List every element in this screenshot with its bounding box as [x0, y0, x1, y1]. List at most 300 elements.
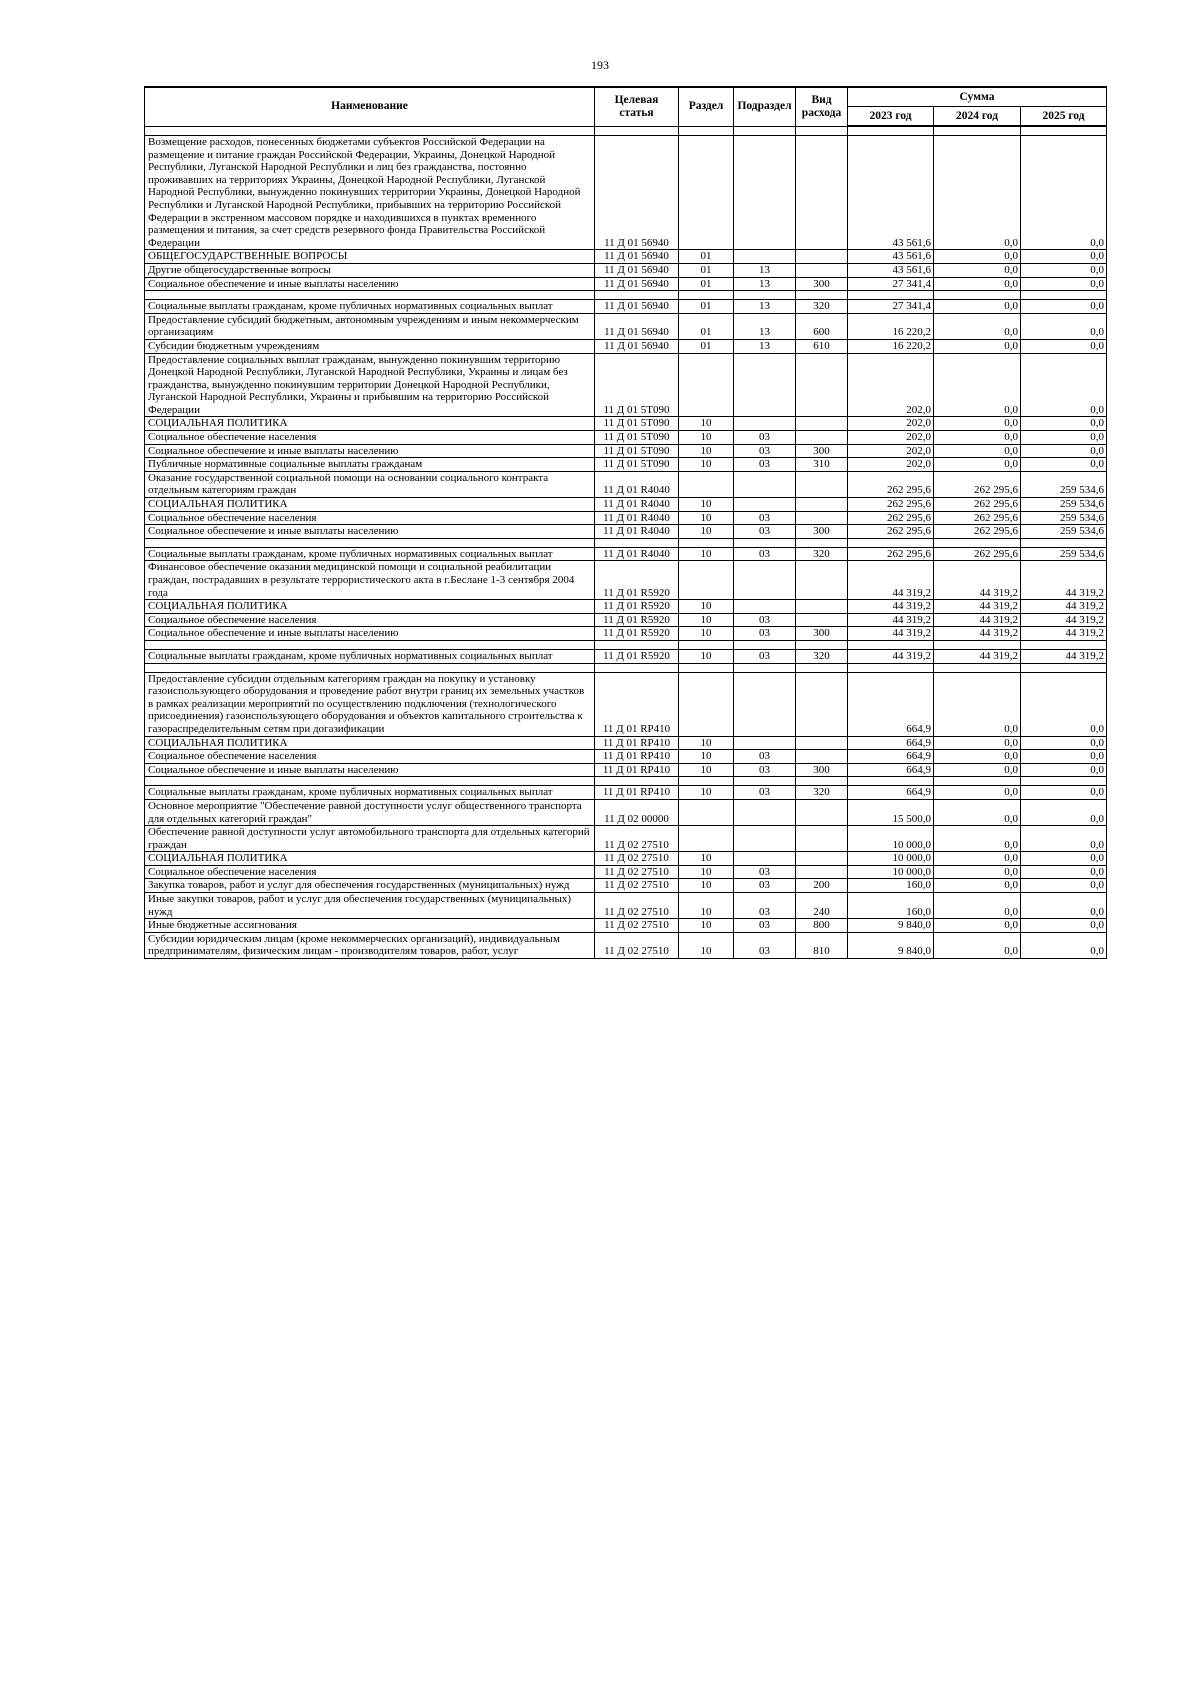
- row-subsection: 03: [734, 431, 796, 445]
- row-sum-2025: 0,0: [1021, 458, 1107, 472]
- table-row: [145, 444, 1107, 458]
- spacer-cell: [679, 291, 734, 300]
- row-name: Социальные выплаты гражданам, кроме публичных нормативных социальных выплат: [145, 649, 595, 663]
- row-sum-2023: 202,0: [848, 353, 934, 417]
- spacer-cell: [848, 640, 934, 649]
- row-section: 10: [679, 649, 734, 663]
- row-expense-type: 810: [796, 932, 848, 958]
- header-sum: Сумма: [848, 87, 1107, 107]
- row-name: Возмещение расходов, понесенных бюджетами субъектов Российской Федерации на размещение и питание граждан Российской Федерации, Украины, Донецкой Народной Республики, Луганской Народной Республики и лиц без гражданства, постоянно проживавших на территориях Украины, Донецкой Народной Республики, Луганской Народной Республики, вынужденно покинувших территории Украины, Донецкой Народной Республики и Луганской Народной Республики, прибывших на территорию Российской Федерации в экстренном массовом порядке и находившихся в пунктах временного размещения и питания, за счет средств резервного фонда Правительства Российской Федерации: [145, 136, 595, 250]
- spacer-cell: [145, 538, 595, 547]
- row-sum-2025: 259 534,6: [1021, 498, 1107, 512]
- table-row: [145, 458, 1107, 472]
- row-section: 10: [679, 919, 734, 933]
- row-section: 10: [679, 498, 734, 512]
- row-sum-2024: 0,0: [934, 444, 1021, 458]
- row-sum-2024: 0,0: [934, 919, 1021, 933]
- row-target: 11 Д 01 R5920: [595, 613, 679, 627]
- row-subsection: [734, 353, 796, 417]
- row-expense-type: 300: [796, 627, 848, 641]
- row-subsection: [734, 600, 796, 614]
- spacer-cell: [1021, 538, 1107, 547]
- header-target: Целевая статья: [595, 87, 679, 126]
- table-row: [145, 525, 1107, 539]
- row-expense-type: [796, 561, 848, 600]
- table-row: [145, 799, 1107, 825]
- row-subsection: [734, 136, 796, 250]
- row-section: 01: [679, 277, 734, 291]
- row-sum-2024: 262 295,6: [934, 498, 1021, 512]
- row-sum-2023: 202,0: [848, 431, 934, 445]
- table-row: [145, 471, 1107, 497]
- row-name: Социальное обеспечение населения: [145, 750, 595, 764]
- spacer-cell: [934, 777, 1021, 786]
- table-row: [145, 431, 1107, 445]
- row-section: 10: [679, 750, 734, 764]
- spacer-cell: [848, 126, 934, 136]
- row-name: ОБЩЕГОСУДАРСТВЕННЫЕ ВОПРОСЫ: [145, 250, 595, 264]
- row-sum-2023: 10 000,0: [848, 826, 934, 852]
- row-section: 10: [679, 852, 734, 866]
- spacer-cell: [934, 291, 1021, 300]
- row-sum-2025: 0,0: [1021, 865, 1107, 879]
- spacer-cell: [1021, 663, 1107, 672]
- spacer-cell: [595, 538, 679, 547]
- row-subsection: [734, 852, 796, 866]
- row-expense-type: [796, 353, 848, 417]
- table-row: [145, 852, 1107, 866]
- row-sum-2024: 44 319,2: [934, 613, 1021, 627]
- row-sum-2023: 664,9: [848, 750, 934, 764]
- row-sum-2024: 0,0: [934, 417, 1021, 431]
- row-sum-2023: 16 220,2: [848, 313, 934, 339]
- row-sum-2023: 664,9: [848, 736, 934, 750]
- row-target: 11 Д 02 27510: [595, 852, 679, 866]
- row-subsection: 03: [734, 865, 796, 879]
- row-section: 10: [679, 613, 734, 627]
- spacer-cell: [595, 126, 679, 136]
- row-sum-2024: 44 319,2: [934, 561, 1021, 600]
- row-sum-2023: 43 561,6: [848, 263, 934, 277]
- row-sum-2023: 202,0: [848, 444, 934, 458]
- row-sum-2023: 44 319,2: [848, 613, 934, 627]
- row-section: 10: [679, 547, 734, 561]
- row-sum-2024: 0,0: [934, 250, 1021, 264]
- row-sum-2024: 262 295,6: [934, 525, 1021, 539]
- spacer-cell: [734, 126, 796, 136]
- row-subsection: 03: [734, 879, 796, 893]
- row-sum-2025: 44 319,2: [1021, 649, 1107, 663]
- row-section: [679, 136, 734, 250]
- row-expense-type: 320: [796, 547, 848, 561]
- row-sum-2023: 262 295,6: [848, 525, 934, 539]
- row-subsection: 13: [734, 263, 796, 277]
- row-sum-2024: 44 319,2: [934, 600, 1021, 614]
- row-sum-2023: 262 295,6: [848, 498, 934, 512]
- row-expense-type: 300: [796, 277, 848, 291]
- row-name: Другие общегосударственные вопросы: [145, 263, 595, 277]
- row-sum-2023: 27 341,4: [848, 277, 934, 291]
- row-expense-type: 300: [796, 763, 848, 777]
- row-sum-2024: 0,0: [934, 879, 1021, 893]
- row-sum-2023: 202,0: [848, 458, 934, 472]
- row-sum-2025: 44 319,2: [1021, 561, 1107, 600]
- row-sum-2025: 0,0: [1021, 672, 1107, 736]
- row-expense-type: [796, 799, 848, 825]
- table-row: [145, 613, 1107, 627]
- spacer-cell: [595, 291, 679, 300]
- row-expense-type: [796, 865, 848, 879]
- table-row: [145, 339, 1107, 353]
- row-target: 11 Д 02 27510: [595, 932, 679, 958]
- row-target: 11 Д 01 R4040: [595, 547, 679, 561]
- row-subsection: 13: [734, 339, 796, 353]
- row-name: СОЦИАЛЬНАЯ ПОЛИТИКА: [145, 852, 595, 866]
- row-spacer: [145, 126, 1107, 136]
- row-spacer: [145, 777, 1107, 786]
- row-subsection: 03: [734, 649, 796, 663]
- spacer-cell: [848, 538, 934, 547]
- row-expense-type: [796, 431, 848, 445]
- row-target: 11 Д 01 56940: [595, 339, 679, 353]
- row-section: 10: [679, 431, 734, 445]
- row-sum-2023: 160,0: [848, 893, 934, 919]
- row-sum-2024: 0,0: [934, 865, 1021, 879]
- row-expense-type: [796, 498, 848, 512]
- row-target: 11 Д 01 RP410: [595, 750, 679, 764]
- row-sum-2023: 44 319,2: [848, 649, 934, 663]
- row-name: Иные бюджетные ассигнования: [145, 919, 595, 933]
- spacer-cell: [734, 291, 796, 300]
- row-expense-type: 320: [796, 649, 848, 663]
- row-target: 11 Д 01 56940: [595, 250, 679, 264]
- row-target: 11 Д 01 R4040: [595, 525, 679, 539]
- row-target: 11 Д 01 56940: [595, 313, 679, 339]
- row-subsection: 03: [734, 750, 796, 764]
- row-sum-2025: 259 534,6: [1021, 547, 1107, 561]
- row-section: 10: [679, 736, 734, 750]
- spacer-cell: [145, 126, 595, 136]
- row-expense-type: [796, 736, 848, 750]
- spacer-cell: [145, 640, 595, 649]
- row-section: [679, 353, 734, 417]
- row-section: 01: [679, 300, 734, 314]
- row-sum-2025: 0,0: [1021, 300, 1107, 314]
- row-sum-2023: 10 000,0: [848, 852, 934, 866]
- row-section: 10: [679, 932, 734, 958]
- row-sum-2025: 0,0: [1021, 136, 1107, 250]
- row-expense-type: 310: [796, 458, 848, 472]
- row-spacer: [145, 663, 1107, 672]
- row-sum-2025: 259 534,6: [1021, 511, 1107, 525]
- row-target: 11 Д 01 5Т090: [595, 458, 679, 472]
- row-section: 01: [679, 263, 734, 277]
- row-name: Социальные выплаты гражданам, кроме публичных нормативных социальных выплат: [145, 786, 595, 800]
- row-expense-type: [796, 750, 848, 764]
- row-target: 11 Д 02 27510: [595, 879, 679, 893]
- row-name: СОЦИАЛЬНАЯ ПОЛИТИКА: [145, 498, 595, 512]
- row-sum-2024: 262 295,6: [934, 471, 1021, 497]
- row-expense-type: [796, 250, 848, 264]
- row-name: Предоставление субсидий бюджетным, автономным учреждениям и иным некоммерческим организациям: [145, 313, 595, 339]
- row-target: 11 Д 02 27510: [595, 826, 679, 852]
- spacer-cell: [734, 538, 796, 547]
- row-sum-2024: 0,0: [934, 932, 1021, 958]
- row-target: 11 Д 01 R5920: [595, 627, 679, 641]
- row-name: Социальное обеспечение населения: [145, 511, 595, 525]
- spacer-cell: [679, 663, 734, 672]
- row-sum-2025: 0,0: [1021, 353, 1107, 417]
- table-row: [145, 786, 1107, 800]
- row-sum-2025: 0,0: [1021, 932, 1107, 958]
- row-target: 11 Д 01 RP410: [595, 763, 679, 777]
- row-expense-type: 240: [796, 893, 848, 919]
- row-sum-2024: 0,0: [934, 826, 1021, 852]
- spacer-cell: [1021, 640, 1107, 649]
- row-subsection: 03: [734, 932, 796, 958]
- table-row: [145, 826, 1107, 852]
- row-subsection: [734, 799, 796, 825]
- spacer-cell: [848, 777, 934, 786]
- row-sum-2023: 262 295,6: [848, 511, 934, 525]
- table-row: [145, 263, 1107, 277]
- row-expense-type: [796, 417, 848, 431]
- table-row: [145, 750, 1107, 764]
- row-sum-2023: 262 295,6: [848, 547, 934, 561]
- row-section: [679, 672, 734, 736]
- row-subsection: 03: [734, 547, 796, 561]
- spacer-cell: [734, 663, 796, 672]
- spacer-cell: [934, 538, 1021, 547]
- row-section: 10: [679, 786, 734, 800]
- spacer-cell: [679, 777, 734, 786]
- row-sum-2025: 0,0: [1021, 852, 1107, 866]
- row-sum-2023: 664,9: [848, 786, 934, 800]
- row-name: Социальное обеспечение населения: [145, 613, 595, 627]
- row-expense-type: [796, 826, 848, 852]
- row-sum-2024: 0,0: [934, 353, 1021, 417]
- row-sum-2024: 0,0: [934, 313, 1021, 339]
- row-target: 11 Д 01 R5920: [595, 561, 679, 600]
- row-target: 11 Д 01 RP410: [595, 736, 679, 750]
- row-sum-2025: 0,0: [1021, 313, 1107, 339]
- row-section: 10: [679, 417, 734, 431]
- row-section: 10: [679, 865, 734, 879]
- spacer-cell: [934, 640, 1021, 649]
- spacer-cell: [145, 663, 595, 672]
- spacer-cell: [595, 640, 679, 649]
- row-subsection: 13: [734, 300, 796, 314]
- spacer-cell: [679, 538, 734, 547]
- row-sum-2025: 0,0: [1021, 277, 1107, 291]
- spacer-cell: [1021, 126, 1107, 136]
- row-target: 11 Д 01 R5920: [595, 649, 679, 663]
- row-target: 11 Д 01 R4040: [595, 498, 679, 512]
- page-number: 193: [591, 58, 609, 72]
- row-subsection: 13: [734, 277, 796, 291]
- row-spacer: [145, 640, 1107, 649]
- row-expense-type: 320: [796, 786, 848, 800]
- row-sum-2023: 15 500,0: [848, 799, 934, 825]
- table-row: [145, 250, 1107, 264]
- row-section: [679, 471, 734, 497]
- row-section: 10: [679, 525, 734, 539]
- row-sum-2023: 27 341,4: [848, 300, 934, 314]
- row-target: 11 Д 01 5Т090: [595, 444, 679, 458]
- row-target: 11 Д 02 27510: [595, 893, 679, 919]
- row-target: 11 Д 01 5Т090: [595, 353, 679, 417]
- row-sum-2025: 44 319,2: [1021, 600, 1107, 614]
- row-sum-2024: 0,0: [934, 736, 1021, 750]
- row-expense-type: [796, 263, 848, 277]
- table-row: [145, 511, 1107, 525]
- row-name: Оказание государственной социальной помощи на основании социального контракта отдельным категориям граждан: [145, 471, 595, 497]
- table-row: [145, 498, 1107, 512]
- table-row: [145, 600, 1107, 614]
- row-target: 11 Д 01 56940: [595, 277, 679, 291]
- row-target: 11 Д 01 R5920: [595, 600, 679, 614]
- row-sum-2023: 10 000,0: [848, 865, 934, 879]
- row-expense-type: 800: [796, 919, 848, 933]
- row-section: [679, 561, 734, 600]
- table-row: [145, 879, 1107, 893]
- row-expense-type: 300: [796, 525, 848, 539]
- row-name: СОЦИАЛЬНАЯ ПОЛИТИКА: [145, 417, 595, 431]
- row-sum-2024: 0,0: [934, 750, 1021, 764]
- row-target: 11 Д 01 R4040: [595, 511, 679, 525]
- row-expense-type: [796, 672, 848, 736]
- row-sum-2025: 0,0: [1021, 799, 1107, 825]
- header-expense-type: Вид расхода: [796, 87, 848, 126]
- row-sum-2025: 0,0: [1021, 263, 1107, 277]
- row-sum-2023: 9 840,0: [848, 932, 934, 958]
- row-sum-2024: 44 319,2: [934, 627, 1021, 641]
- row-sum-2025: 0,0: [1021, 750, 1107, 764]
- row-name: Основное мероприятие "Обеспечение равной доступности услуг общественного транспорта для отдельных категорий граждан": [145, 799, 595, 825]
- row-sum-2023: 9 840,0: [848, 919, 934, 933]
- row-section: 10: [679, 763, 734, 777]
- row-sum-2023: 664,9: [848, 763, 934, 777]
- row-sum-2024: 0,0: [934, 136, 1021, 250]
- header-year-2024: 2024 год: [934, 107, 1021, 127]
- row-expense-type: [796, 852, 848, 866]
- row-sum-2025: 0,0: [1021, 786, 1107, 800]
- row-section: [679, 799, 734, 825]
- table-row: [145, 627, 1107, 641]
- row-target: 11 Д 01 56940: [595, 263, 679, 277]
- row-sum-2023: 16 220,2: [848, 339, 934, 353]
- spacer-cell: [679, 640, 734, 649]
- row-target: 11 Д 01 56940: [595, 136, 679, 250]
- row-spacer: [145, 291, 1107, 300]
- row-name: Социальное обеспечение и иные выплаты населению: [145, 525, 595, 539]
- row-name: СОЦИАЛЬНАЯ ПОЛИТИКА: [145, 736, 595, 750]
- row-section: [679, 826, 734, 852]
- row-section: 01: [679, 250, 734, 264]
- header-year-2023: 2023 год: [848, 107, 934, 127]
- spacer-cell: [934, 663, 1021, 672]
- row-subsection: 13: [734, 313, 796, 339]
- row-expense-type: 300: [796, 444, 848, 458]
- row-sum-2025: 0,0: [1021, 431, 1107, 445]
- row-sum-2024: 0,0: [934, 458, 1021, 472]
- table-row: [145, 277, 1107, 291]
- table-row: [145, 136, 1107, 250]
- header-subsection: Подраздел: [734, 87, 796, 126]
- row-sum-2024: 0,0: [934, 263, 1021, 277]
- row-expense-type: [796, 613, 848, 627]
- row-sum-2025: 259 534,6: [1021, 525, 1107, 539]
- row-section: 01: [679, 339, 734, 353]
- row-subsection: [734, 250, 796, 264]
- row-subsection: 03: [734, 763, 796, 777]
- row-subsection: 03: [734, 893, 796, 919]
- row-name: Субсидии бюджетным учреждениям: [145, 339, 595, 353]
- row-sum-2023: 262 295,6: [848, 471, 934, 497]
- row-subsection: [734, 498, 796, 512]
- table-row: [145, 763, 1107, 777]
- row-sum-2025: 0,0: [1021, 250, 1107, 264]
- row-section: 10: [679, 444, 734, 458]
- row-subsection: 03: [734, 525, 796, 539]
- row-sum-2025: 0,0: [1021, 736, 1107, 750]
- row-target: 11 Д 02 00000: [595, 799, 679, 825]
- row-target: 11 Д 02 27510: [595, 919, 679, 933]
- spacer-cell: [1021, 777, 1107, 786]
- row-target: 11 Д 01 RP410: [595, 672, 679, 736]
- row-target: 11 Д 01 RP410: [595, 786, 679, 800]
- table-row: [145, 865, 1107, 879]
- table-row: [145, 417, 1107, 431]
- row-sum-2025: 0,0: [1021, 893, 1107, 919]
- row-subsection: [734, 736, 796, 750]
- row-subsection: [734, 417, 796, 431]
- row-sum-2024: 262 295,6: [934, 547, 1021, 561]
- row-target: 11 Д 02 27510: [595, 865, 679, 879]
- row-expense-type: 600: [796, 313, 848, 339]
- spacer-cell: [145, 291, 595, 300]
- table-row: [145, 736, 1107, 750]
- row-sum-2023: 44 319,2: [848, 561, 934, 600]
- row-section: 10: [679, 511, 734, 525]
- row-subsection: 03: [734, 458, 796, 472]
- table-row: [145, 300, 1107, 314]
- row-name: Предоставление субсидии отдельным категориям граждан на покупку и установку газоиспользующего оборудования и проведение работ внутри границ их земельных участков в рамках реализации мероприятий по осуществлению подключения (технологического присоединения) газоиспользующего оборудования и объектов капитального строительства к газораспределительным сетям при догазификации: [145, 672, 595, 736]
- row-sum-2024: 0,0: [934, 431, 1021, 445]
- row-subsection: [734, 672, 796, 736]
- row-name: СОЦИАЛЬНАЯ ПОЛИТИКА: [145, 600, 595, 614]
- row-sum-2025: 0,0: [1021, 879, 1107, 893]
- row-expense-type: 320: [796, 300, 848, 314]
- row-name: Социальные выплаты гражданам, кроме публичных нормативных социальных выплат: [145, 547, 595, 561]
- row-target: 11 Д 01 R4040: [595, 471, 679, 497]
- table-row: [145, 353, 1107, 417]
- row-subsection: 03: [734, 919, 796, 933]
- row-name: Социальное обеспечение населения: [145, 431, 595, 445]
- row-sum-2025: 0,0: [1021, 339, 1107, 353]
- row-target: 11 Д 01 5Т090: [595, 431, 679, 445]
- row-name: Социальное обеспечение и иные выплаты населению: [145, 444, 595, 458]
- row-subsection: [734, 826, 796, 852]
- row-sum-2024: 0,0: [934, 300, 1021, 314]
- row-name: Социальное обеспечение населения: [145, 865, 595, 879]
- row-sum-2024: 0,0: [934, 672, 1021, 736]
- spacer-cell: [796, 291, 848, 300]
- header-section: Раздел: [679, 87, 734, 126]
- spacer-cell: [796, 640, 848, 649]
- spacer-cell: [848, 663, 934, 672]
- spacer-cell: [796, 538, 848, 547]
